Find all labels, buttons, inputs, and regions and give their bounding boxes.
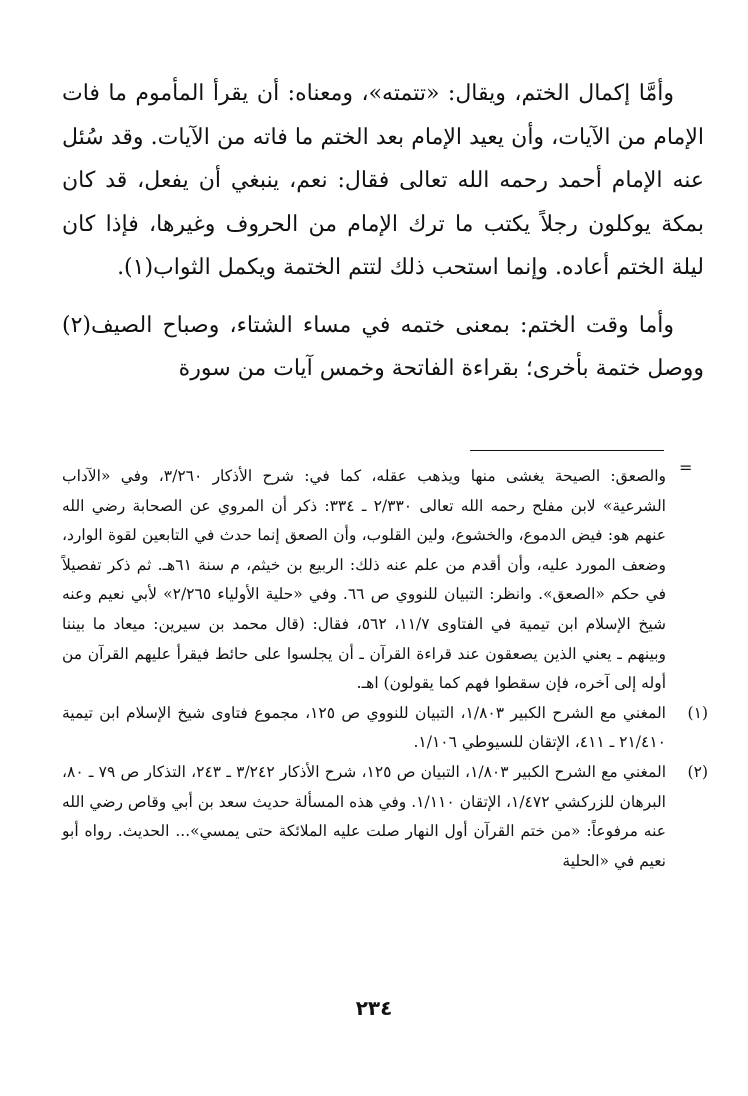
footnote-continuation xyxy=(62,462,666,699)
footnote-text: والصعق: الصيحة يغشى منها ويذهب عقله، كما في: شرح الأذكار ٣/٢٦٠، وفي «الآداب الشرعية» لابن مفلح رحمه الله تعالى ٢/٣٣٠ ـ ٣٣٤: ذكر أن المروي عن الصحابة رضي الله عنهم هو: فيض الدموع، والخشوع، ولين القلوب، وأن الصعق إنما حدث في التابعين لقوة الوارد، وضعف المورد عليه، وأن أقدم من علم عنه ذلك: الربيع بن خيثم، م سنة ٦١هـ. ثم ذكر تفصيلاً في حكم «الصعق». وانظر: التبيان للنووي ص ٦٦. وفي «حلية الأولياء ٢/٢٦٥» لأبي نعيم وعنه شيخ الإسلام ابن تيمية في الفتاوى ١١/٧، ٥٦٢، فقال: (قال محمد بن سيرين: ميعاد ما بيننا وبينهم ـ يعني الذين يصعقون عند قراءة القرآن ـ أن يجلسوا على حائط فيقرأ عليهم القرآن من أوله إلى آخره، فإن سقطوا فهم كما يقولون) اهـ. xyxy=(62,467,667,693)
footnote-divider xyxy=(470,450,664,451)
footnote-number: (١) xyxy=(687,703,708,722)
footnote-1 xyxy=(62,699,708,758)
footnote-2 xyxy=(62,758,708,876)
footnote-continuation-mark: = xyxy=(679,458,693,477)
main-paragraph: وأمَّا إكمال الختم، ويقال: «تتمته»، ومعناه: أن يقرأ المأموم ما فات الإمام من الآيات، وأن يعيد الإمام بعد الختم ما فاته من الآيات. وقد سُئل عنه الإمام أحمد رحمه الله تعالى فقال: نعم، ينبغي أن يفعل، قد كان بمكة يوكلون رجلاً يكتب ما ترك الإمام من الحروف وغيرها، فإذا كان ليلة الختم أعاده. وإنما استحب ذلك لتتم الختمة ويكمل الثواب(١). xyxy=(62,81,704,280)
page-number: ٢٣٤ xyxy=(355,996,393,1020)
footnotes xyxy=(62,462,708,876)
main-text xyxy=(62,72,704,391)
main-paragraph: وأما وقت الختم: بمعنى ختمه في مساء الشتاء، وصباح الصيف(٢) ووصل ختمة بأخرى؛ بقراءة الفاتحة وخمس آيات من سورة xyxy=(62,312,704,381)
footnote-text: المغني مع الشرح الكبير ١/٨٠٣، التبيان ص ١٢٥، شرح الأذكار ٣/٢٤٢ ـ ٢٤٣، التذكار ص ٧٩ ـ ٨٠، البرهان للزركشي ١/٤٧٢، الإتقان ١/١١٠. وفي هذه المسألة حديث سعد بن أبي وقاص رضي الله عنه مرفوعاً: «من ختم القرآن أول النهار صلت عليه الملائكة حتى يمسي»... الحديث. رواه أبو نعيم في «الحلية xyxy=(62,762,666,870)
footnote-text: المغني مع الشرح الكبير ١/٨٠٣، التبيان للنووي ص ١٢٥، مجموع فتاوى شيخ الإسلام ابن تيمية ٢١/٤١٠ ـ ٤١١، الإتقان للسيوطي ١/١٠٦. xyxy=(62,703,666,752)
footnote-number: (٢) xyxy=(687,762,708,781)
